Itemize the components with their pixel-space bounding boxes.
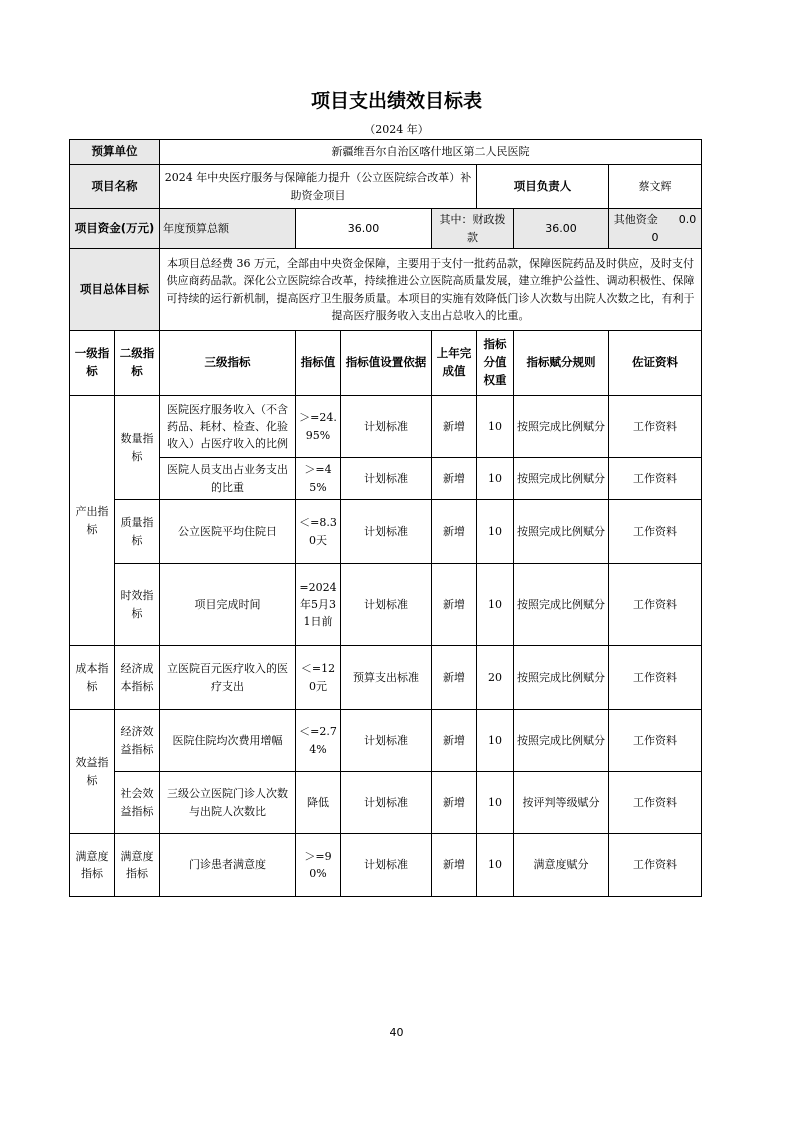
value-cell: =2024年5月31日前 xyxy=(296,564,341,646)
weight-cell: 10 xyxy=(477,500,514,564)
rule-cell: 按照完成比例赋分 xyxy=(514,500,609,564)
last-year-cell: 新增 xyxy=(432,564,477,646)
last-year-cell: 新增 xyxy=(432,458,477,500)
table-row xyxy=(70,710,702,772)
evidence-cell: 工作资料 xyxy=(609,772,702,834)
header-row xyxy=(70,331,702,396)
project-leader-label: 项目负责人 xyxy=(477,165,609,209)
rule-cell: 满意度赋分 xyxy=(514,834,609,897)
basis-cell: 计划标准 xyxy=(341,396,432,458)
header-rule: 指标赋分规则 xyxy=(514,331,609,396)
funds-row xyxy=(70,209,702,249)
table-row xyxy=(70,834,702,897)
level1-cost: 成本指标 xyxy=(70,646,115,710)
budget-unit-label: 预算单位 xyxy=(70,140,160,165)
header-level3: 三级指标 xyxy=(160,331,296,396)
header-value: 指标值 xyxy=(296,331,341,396)
level3-cell: 医院人员支出占业务支出的比重 xyxy=(160,458,296,500)
rule-cell: 按照完成比例赋分 xyxy=(514,564,609,646)
table-row xyxy=(70,772,702,834)
header-weight: 指标分值权重 xyxy=(477,331,514,396)
budget-unit-row xyxy=(70,140,702,165)
level2-economic-benefit: 经济效益指标 xyxy=(115,710,160,772)
level1-satisfaction: 满意度指标 xyxy=(70,834,115,897)
value-cell: ＞=24.95% xyxy=(296,396,341,458)
basis-cell: 计划标准 xyxy=(341,500,432,564)
header-level2: 二级指标 xyxy=(115,331,160,396)
last-year-cell: 新增 xyxy=(432,500,477,564)
goal-row xyxy=(70,249,702,331)
evidence-cell: 工作资料 xyxy=(609,834,702,897)
value-cell: ＞=45% xyxy=(296,458,341,500)
weight-cell: 10 xyxy=(477,458,514,500)
rule-cell: 按照完成比例赋分 xyxy=(514,646,609,710)
performance-table xyxy=(69,139,702,897)
evidence-cell: 工作资料 xyxy=(609,646,702,710)
value-cell: ＜=2.74% xyxy=(296,710,341,772)
level3-cell: 三级公立医院门诊人次数与出院人次数比 xyxy=(160,772,296,834)
other-funds xyxy=(609,209,702,249)
evidence-cell: 工作资料 xyxy=(609,500,702,564)
level3-cell: 门诊患者满意度 xyxy=(160,834,296,897)
weight-cell: 10 xyxy=(477,834,514,897)
basis-cell: 计划标准 xyxy=(341,772,432,834)
other-label: 其他资金 xyxy=(613,213,658,227)
rule-cell: 按照完成比例赋分 xyxy=(514,396,609,458)
last-year-cell: 新增 xyxy=(432,834,477,897)
funds-label: 项目资金(万元) xyxy=(70,209,160,249)
level2-timeliness: 时效指标 xyxy=(115,564,160,646)
weight-cell: 10 xyxy=(477,396,514,458)
value-cell: ＜=8.30天 xyxy=(296,500,341,564)
last-year-cell: 新增 xyxy=(432,396,477,458)
rule-cell: 按照完成比例赋分 xyxy=(514,458,609,500)
evidence-cell: 工作资料 xyxy=(609,710,702,772)
other-value: 0.00 xyxy=(651,213,697,244)
annual-budget-value: 36.00 xyxy=(296,209,432,249)
rule-cell: 按照完成比例赋分 xyxy=(514,710,609,772)
header-level1: 一级指标 xyxy=(70,331,115,396)
table-row xyxy=(70,646,702,710)
fiscal-value: 36.00 xyxy=(514,209,609,249)
evidence-cell: 工作资料 xyxy=(609,396,702,458)
weight-cell: 10 xyxy=(477,710,514,772)
goal-label: 项目总体目标 xyxy=(70,249,160,331)
value-cell: ＞=90% xyxy=(296,834,341,897)
basis-cell: 计划标准 xyxy=(341,710,432,772)
header-evidence: 佐证资料 xyxy=(609,331,702,396)
table-row xyxy=(70,396,702,458)
page-title: 项目支出绩效目标表 xyxy=(310,90,482,112)
header-last-year: 上年完成值 xyxy=(432,331,477,396)
level3-cell: 医院医疗服务收入（不含药品、耗材、检查、化验收入）占医疗收入的比例 xyxy=(160,396,296,458)
level1-output: 产出指标 xyxy=(70,396,115,646)
level3-cell: 项目完成时间 xyxy=(160,564,296,646)
evidence-cell: 工作资料 xyxy=(609,564,702,646)
project-name-value: 2024 年中央医疗服务与保障能力提升（公立医院综合改革）补助资金项目 xyxy=(160,165,477,209)
level2-quality: 质量指标 xyxy=(115,500,160,564)
annual-budget-label: 年度预算总额 xyxy=(160,209,296,249)
level3-cell: 公立医院平均住院日 xyxy=(160,500,296,564)
last-year-cell: 新增 xyxy=(432,710,477,772)
table-row xyxy=(70,500,702,564)
rule-cell: 按评判等级赋分 xyxy=(514,772,609,834)
goal-value: 本项目总经费 36 万元，全部由中央资金保障，主要用于支付一批药品款，保障医院药品及时供应，及时支付供应商药品款。深化公立医院综合改革，持续推进公立医院高质量发展，建立维护公益性、调动积极性、保障可持续的运行新机制，提高医疗卫生服务质量。本项目的实施有效降低门诊人次数与出院人次数之比，有利于提高医疗服务收入支出占总收入的比重。 xyxy=(160,249,702,331)
level2-quantity: 数量指标 xyxy=(115,396,160,500)
level3-cell: 医院住院均次费用增幅 xyxy=(160,710,296,772)
last-year-cell: 新增 xyxy=(432,646,477,710)
page-number: 40 xyxy=(389,1026,404,1039)
project-leader-value: 蔡文辉 xyxy=(609,165,702,209)
table-row xyxy=(70,564,702,646)
project-name-label: 项目名称 xyxy=(70,165,160,209)
value-cell: ＜=120元 xyxy=(296,646,341,710)
header-basis: 指标值设置依据 xyxy=(341,331,432,396)
level3-cell: 立医院百元医疗收入的医疗支出 xyxy=(160,646,296,710)
evidence-cell: 工作资料 xyxy=(609,458,702,500)
basis-cell: 预算支出标准 xyxy=(341,646,432,710)
project-name-row xyxy=(70,165,702,209)
level2-satisfaction: 满意度指标 xyxy=(115,834,160,897)
basis-cell: 计划标准 xyxy=(341,564,432,646)
table-row xyxy=(70,458,702,500)
level2-social-benefit: 社会效益指标 xyxy=(115,772,160,834)
basis-cell: 计划标准 xyxy=(341,834,432,897)
basis-cell: 计划标准 xyxy=(341,458,432,500)
fiscal-label: 其中：财政拨款 xyxy=(432,209,514,249)
weight-cell: 20 xyxy=(477,646,514,710)
budget-unit-value: 新疆维吾尔自治区喀什地区第二人民医院 xyxy=(160,140,702,165)
weight-cell: 10 xyxy=(477,772,514,834)
year-label: （2024 年） xyxy=(364,123,429,136)
last-year-cell: 新增 xyxy=(432,772,477,834)
level2-economic-cost: 经济成本指标 xyxy=(115,646,160,710)
weight-cell: 10 xyxy=(477,564,514,646)
level1-benefit: 效益指标 xyxy=(70,710,115,834)
value-cell: 降低 xyxy=(296,772,341,834)
